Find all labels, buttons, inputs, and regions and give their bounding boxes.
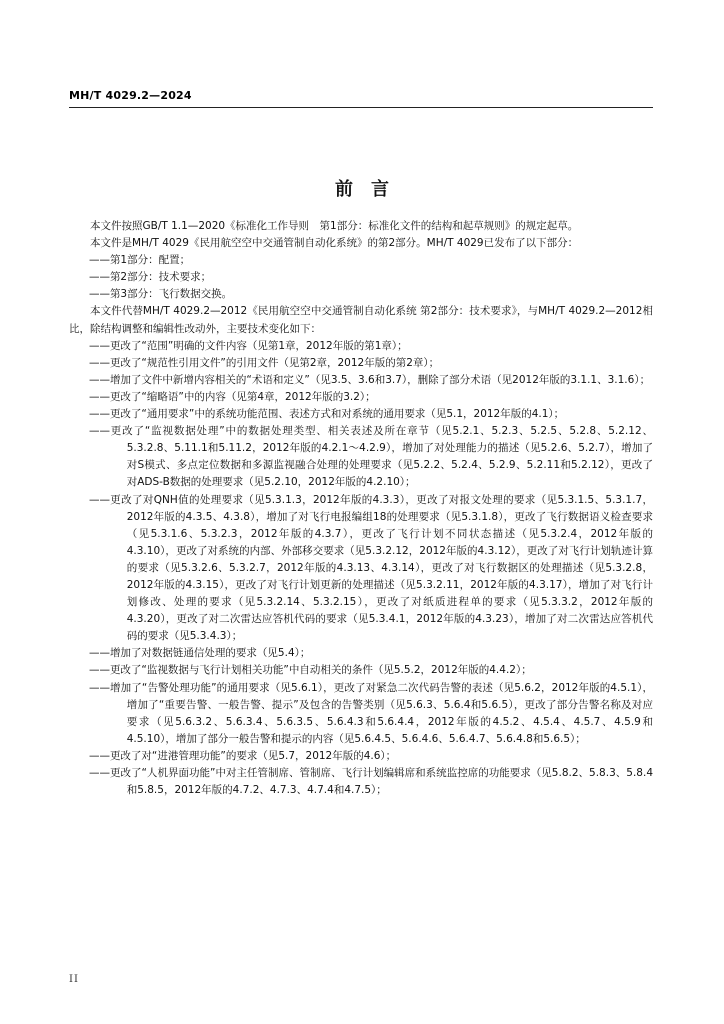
change-item: ——更改了对QNH值的处理要求（见5.3.1.3，2012年版的4.3.3），更改了对报文处理的要求（见5.3.1.5、5.3.1.7，2012年版的4.3.5、4.3.8），增加了对飞行电报编组18的处理要求（见5.3.1.8），更改了飞行数据语义检查要求（见5.3.1.6、5.3.2.3，2012年版的4.3.7），更改了飞行计划不同状态描述（见5.3.2.4，2012年版的4.3.10），更改了对系统的内部、外部移交要求（见5.3.2.12，2012年版的4.3.12），更改了对飞行计划轨迹计算的要求（见5.3.2.6、5.3.2.7，2012年版的4.3.13、4.3.14），更改了对飞行数据区的处理描述（见5.3.2.8，2012年版的4.3.15），更改了对飞行计划更新的处理描述（见5.3.2.11，2012年版的4.3.17），增加了对飞行计划修改、处理的要求（见5.3.2.14、5.3.2.15），更改了对纸质进程单的要求（见5.3.3.2，2012年版的4.3.20），更改了对二次雷达应答机代码的要求（见5.3.4.1，2012年版的4.3.23），增加了对二次雷达应答机代码的要求（见5.3.4.3）；	[88, 493, 653, 643]
change-item: ——更改了“通用要求”中的系统功能范围、表述方式和对系统的通用要求（见5.1，2012年版的4.1）；	[88, 408, 565, 421]
change-item: ——更改了对“进港管理功能”的要求（见5.7，2012年版的4.6）；	[88, 749, 397, 762]
change-item: ——更改了“缩略语”中的内容（见第4章，2012年版的3.2）；	[88, 390, 376, 403]
change-item: ——更改了“范围”明确的文件内容（见第1章，2012年版的第1章）；	[88, 339, 408, 352]
change-item: ——增加了“告警处理功能”的通用要求（见5.6.1），更改了对紧急二次代码告警的表述（见5.6.2，2012年版的4.5.1），增加了“重要告警、一般告警、提示”及包含的告警类别（见5.6.3、5.6.4和5.6.5），更改了部分告警名称及对应要求（见5.6.3.2、5.6.3.4、5.6.3.5、5.6.4.3和5.6.4.4，2012年版的4.5.2、4.5.4、4.5.7、4.5.9和4.5.10），增加了部分一般告警和提示的内容（见5.6.4.5、5.6.4.6、5.6.4.7、5.6.4.8和5.6.5）；	[88, 681, 653, 745]
change-item: ——更改了“监视数据与飞行计划相关功能”中自动相关的条件（见5.5.2，2012年版的4.4.2）；	[88, 664, 532, 677]
list-item-part-2: ——第2部分：技术要求；	[88, 271, 212, 284]
change-item: ——增加了文件中新增内容相关的“术语和定义”（见3.5、3.6和3.7），删除了部分术语（见2012年版的3.1.1、3.1.6）；	[88, 373, 651, 386]
change-item: ——更改了“规范性引用文件”的引用文件（见第2章，2012年版的第2章）；	[88, 356, 440, 369]
change-item: ——更改了“监视数据处理”中的数据处理类型、相关表述及所在章节（见5.2.1、5.2.3、5.2.5、5.2.8、5.2.12、5.3.2.8、5.11.1和5.11.2，2012年版的4.2.1～4.2.9），增加了对处理能力的描述（见5.2.6、5.2.7），增加了对S模式、多点定位数据和多源监视融合处理的处理要求（见5.2.2、5.2.4、5.2.9、5.2.11和5.2.12），更改了对ADS-B数据的处理要求（见5.2.10，2012年版的4.2.10）；	[88, 425, 653, 489]
change-item: ——更改了“人机界面功能”中对主任管制席、管制席、飞行计划编辑席和系统监控席的功能要求（见5.8.2、5.8.3、5.8.4和5.8.5，2012年版的4.7.2、4.7.3、4.7.4和4.7.5）；	[88, 767, 653, 797]
page-number: II	[69, 974, 79, 985]
paragraph-series-parts: 本文件是MH/T 4029《民用航空空中交通管制自动化系统》的第2部分。MH/T 4029已发布了以下部分：	[90, 237, 579, 250]
list-item-part-1: ——第1部分：配置；	[88, 254, 191, 267]
list-item-part-3: ——第3部分：飞行数据交换。	[88, 288, 233, 301]
change-item: ——增加了对数据链通信处理的要求（见5.4）；	[88, 647, 311, 660]
page-title: 前言	[335, 179, 407, 200]
header-divider	[69, 107, 653, 108]
paragraph-drafting-rules: 本文件按照GB/T 1.1—2020《标准化工作导则 第1部分：标准化文件的结构和起草规则》的规定起草。	[90, 220, 579, 232]
document-code: MH/T 4029.2—2024	[69, 89, 192, 102]
paragraph-replacement: 本文件代替MH/T 4029.2—2012《民用航空空中交通管制自动化系统 第2部分：技术要求》，与MH/T 4029.2—2012相比，除结构调整和编辑性改动外，主要技术变化如下：	[69, 305, 653, 335]
foreword-body	[69, 218, 653, 799]
